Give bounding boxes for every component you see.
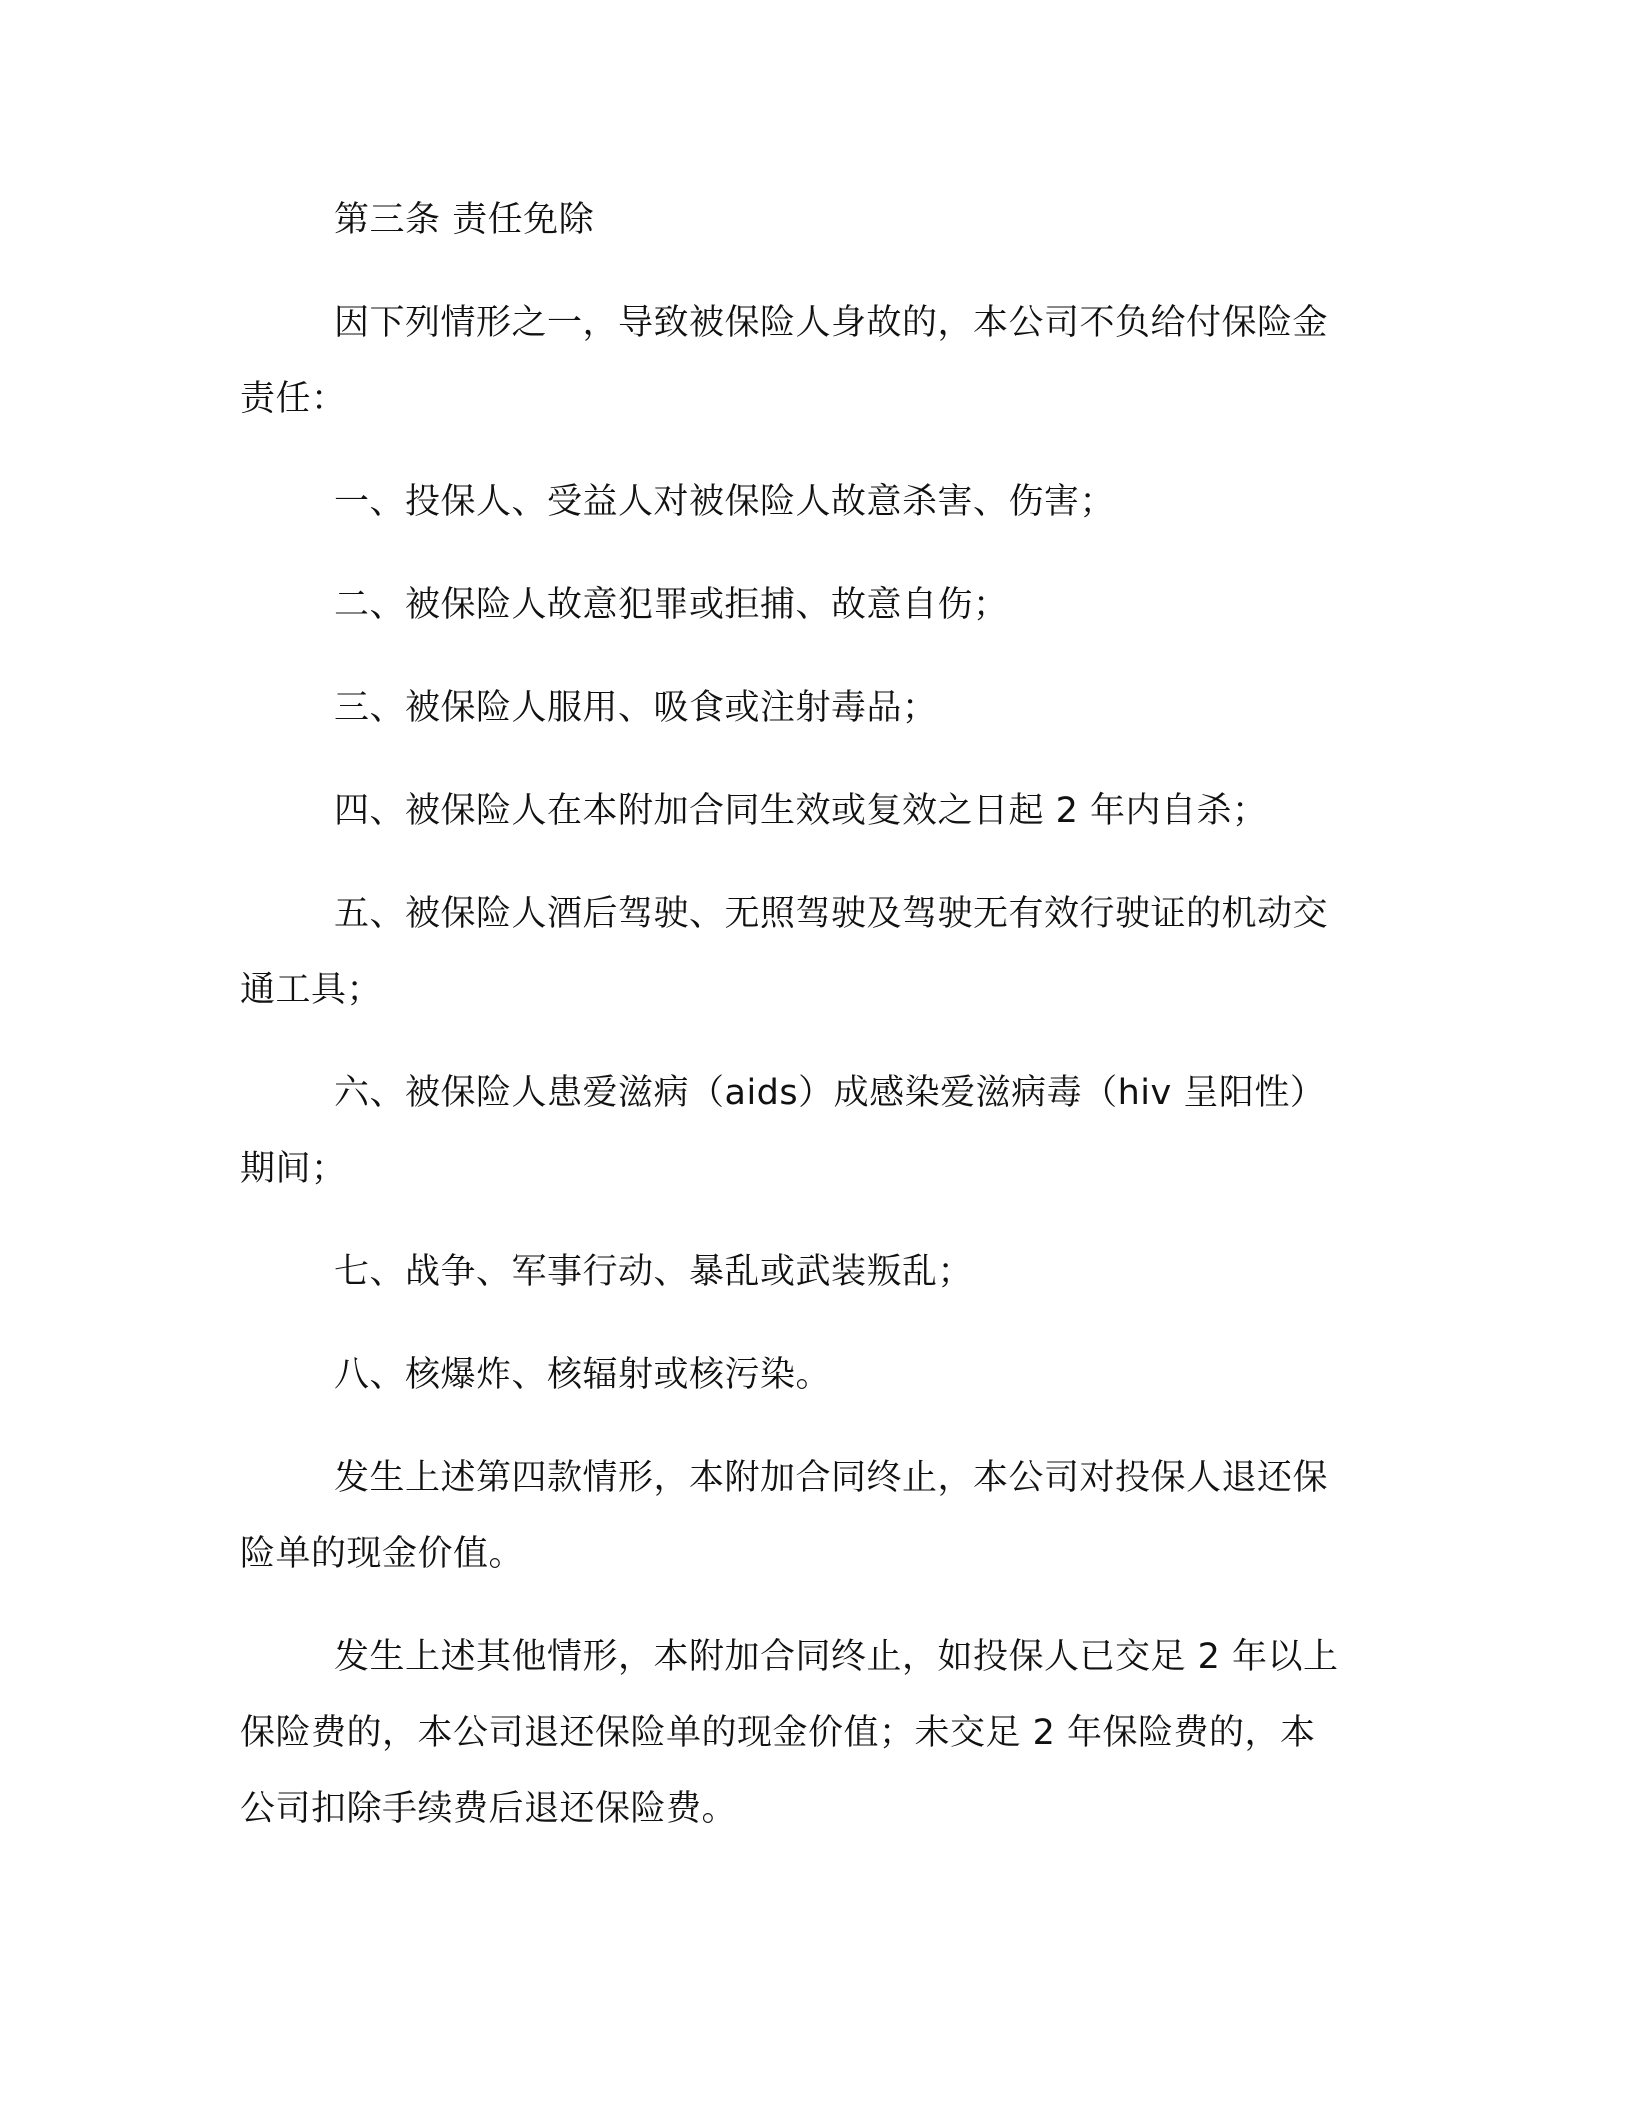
exclusion-item-5-continued: 通工具；: [240, 970, 383, 1010]
intro-paragraph-line: 因下列情形之一，导致被保险人身故的，本公司不负给付保险金: [334, 303, 1329, 343]
exclusion-item-7: 七、战争、军事行动、暴乱或武装叛乱；: [334, 1252, 974, 1292]
intro-paragraph-line: 责任：: [240, 379, 347, 419]
exclusion-item-1: 一、投保人、受益人对被保险人故意杀害、伤害；: [334, 482, 1116, 522]
exclusion-item-5: 五、被保险人酒后驾驶、无照驾驶及驾驶无有效行驶证的机动交: [334, 894, 1329, 934]
termination-paragraph-1: 发生上述第四款情形，本附加合同终止，本公司对投保人退还保: [334, 1458, 1329, 1498]
exclusion-item-6: 六、被保险人患爱滋病（aids）成感染爱滋病毒（hiv 呈阳性）: [334, 1073, 1326, 1113]
exclusion-item-3: 三、被保险人服用、吸食或注射毒品；: [334, 688, 938, 728]
document-body: [240, 182, 1380, 1847]
section-heading: 第三条 责任免除: [334, 200, 595, 240]
termination-paragraph-2-continued: 公司扣除手续费后退还保险费。: [240, 1789, 738, 1829]
termination-paragraph-2: 发生上述其他情形，本附加合同终止，如投保人已交足 2 年以上: [334, 1637, 1339, 1677]
termination-paragraph-1-continued: 险单的现金价值。: [240, 1534, 525, 1574]
exclusion-item-4: 四、被保险人在本附加合同生效或复效之日起 2 年内自杀；: [334, 791, 1268, 831]
exclusion-item-6-continued: 期间；: [240, 1149, 347, 1189]
termination-paragraph-2-continued: 保险费的，本公司退还保险单的现金价值；未交足 2 年保险费的，本: [240, 1713, 1316, 1753]
exclusion-item-2: 二、被保险人故意犯罪或拒捕、故意自伤；: [334, 585, 1009, 625]
exclusion-item-8: 八、核爆炸、核辐射或核污染。: [334, 1355, 832, 1395]
